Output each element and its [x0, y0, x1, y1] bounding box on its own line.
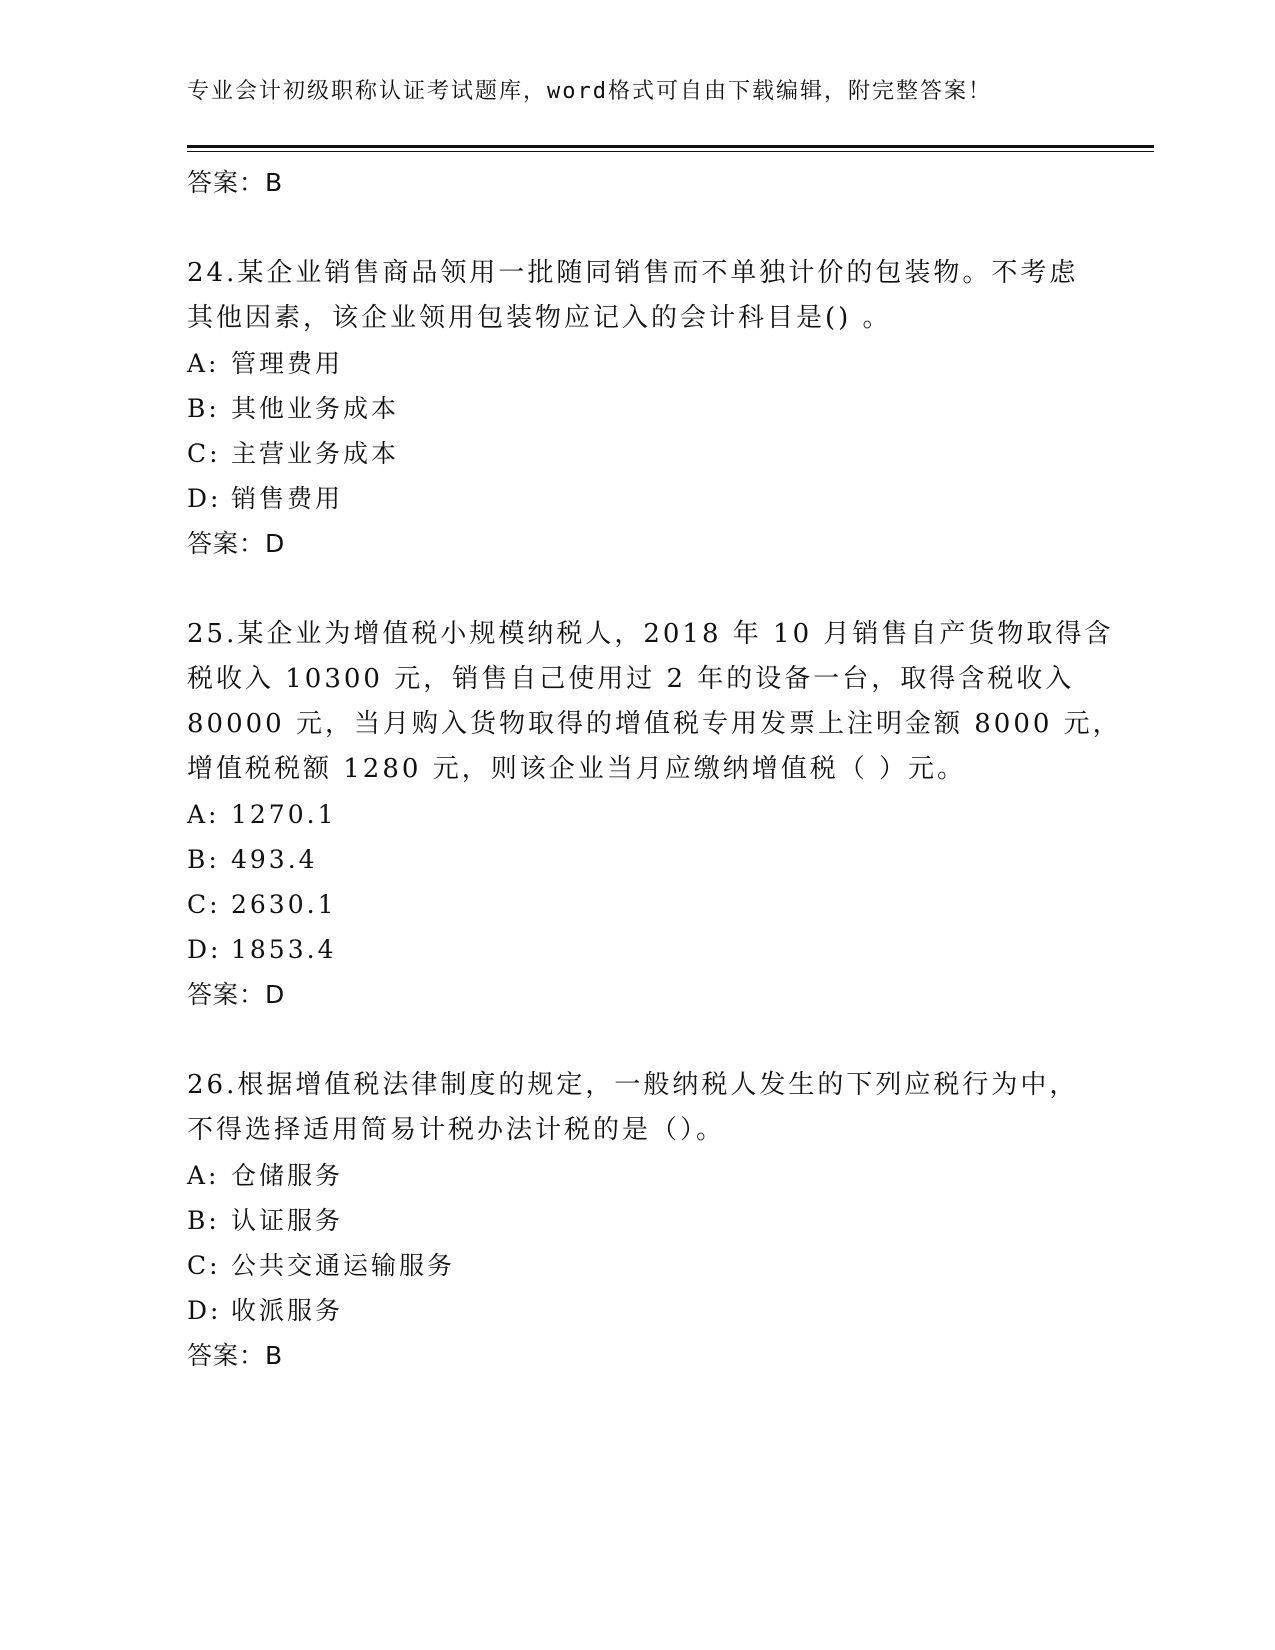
option-b: [187, 837, 1087, 882]
option-text: 收派服务: [231, 1296, 344, 1325]
option-letter: A:: [187, 1161, 220, 1190]
page-header: 专业会计初级职称认证考试题库，word格式可自由下载编辑，附完整答案！: [187, 79, 992, 104]
answer-line: 答案：D: [187, 529, 286, 558]
option-letter: D:: [187, 935, 222, 964]
option-a: [187, 792, 1087, 837]
option-letter: C:: [187, 439, 221, 468]
option-text: 仓储服务: [231, 1161, 344, 1190]
question-stem-line: 增值税税额 1280 元，则该企业当月应缴纳增值税（ ）元。: [187, 754, 966, 784]
header-rule-thick: [187, 145, 1154, 148]
previous-answer: 答案：B: [187, 168, 284, 197]
option-text: 公共交通运输服务: [231, 1251, 456, 1280]
option-text: 管理费用: [231, 349, 344, 378]
answer-line: 答案：B: [187, 1341, 284, 1370]
option-a: [187, 1153, 1087, 1198]
option-b: [187, 386, 1087, 431]
option-text: 1270.1: [231, 800, 337, 829]
question-stem-line: 24.某企业销售商品领用一批随同销售而不单独计价的包装物。不考虑: [187, 258, 1079, 288]
option-letter: A:: [187, 800, 220, 829]
question-25: [187, 612, 1122, 1017]
answer-line: 答案：D: [187, 980, 286, 1009]
option-text: 1853.4: [231, 935, 337, 964]
option-letter: C:: [187, 890, 221, 919]
question-stem-line: 不得选择适用简易计税办法计税的是（）。: [187, 1115, 726, 1145]
option-text: 2630.1: [231, 890, 337, 919]
option-d: [187, 927, 1087, 972]
option-c: [187, 882, 1087, 927]
option-letter: C:: [187, 1251, 221, 1280]
option-text: 其他业务成本: [231, 394, 400, 423]
option-b: [187, 1198, 1087, 1243]
option-letter: B:: [187, 394, 220, 423]
option-d: [187, 1288, 1087, 1333]
option-letter: A:: [187, 349, 220, 378]
option-letter: D:: [187, 1296, 222, 1325]
question-26: [187, 1063, 1087, 1378]
header-rule-thin: [187, 151, 1154, 152]
question-stem-line: 税收入 10300 元，销售自己使用过 2 年的设备一台，取得含税收入: [187, 664, 1075, 694]
option-letter: B:: [187, 1206, 220, 1235]
option-text: 销售费用: [231, 484, 344, 513]
option-c: [187, 1243, 1087, 1288]
question-24: [187, 251, 1087, 566]
question-stem-line: 25.某企业为增值税小规模纳税人，2018 年 10 月销售自产货物取得含: [187, 619, 1114, 649]
option-a: [187, 341, 1087, 386]
option-c: [187, 431, 1087, 476]
option-text: 主营业务成本: [231, 439, 400, 468]
option-letter: B:: [187, 845, 220, 874]
question-stem-line: 其他因素，该企业领用包装物应记入的会计科目是() 。: [187, 303, 892, 333]
option-d: [187, 476, 1087, 521]
option-text: 493.4: [231, 845, 318, 874]
document-content: [187, 160, 1122, 1378]
question-stem-line: 80000 元，当月购入货物取得的增值税专用发票上注明金额 8000 元，: [187, 709, 1122, 739]
question-stem-line: 26.根据增值税法律制度的规定，一般纳税人发生的下列应税行为中，: [187, 1070, 1079, 1100]
option-letter: D:: [187, 484, 222, 513]
option-text: 认证服务: [231, 1206, 344, 1235]
